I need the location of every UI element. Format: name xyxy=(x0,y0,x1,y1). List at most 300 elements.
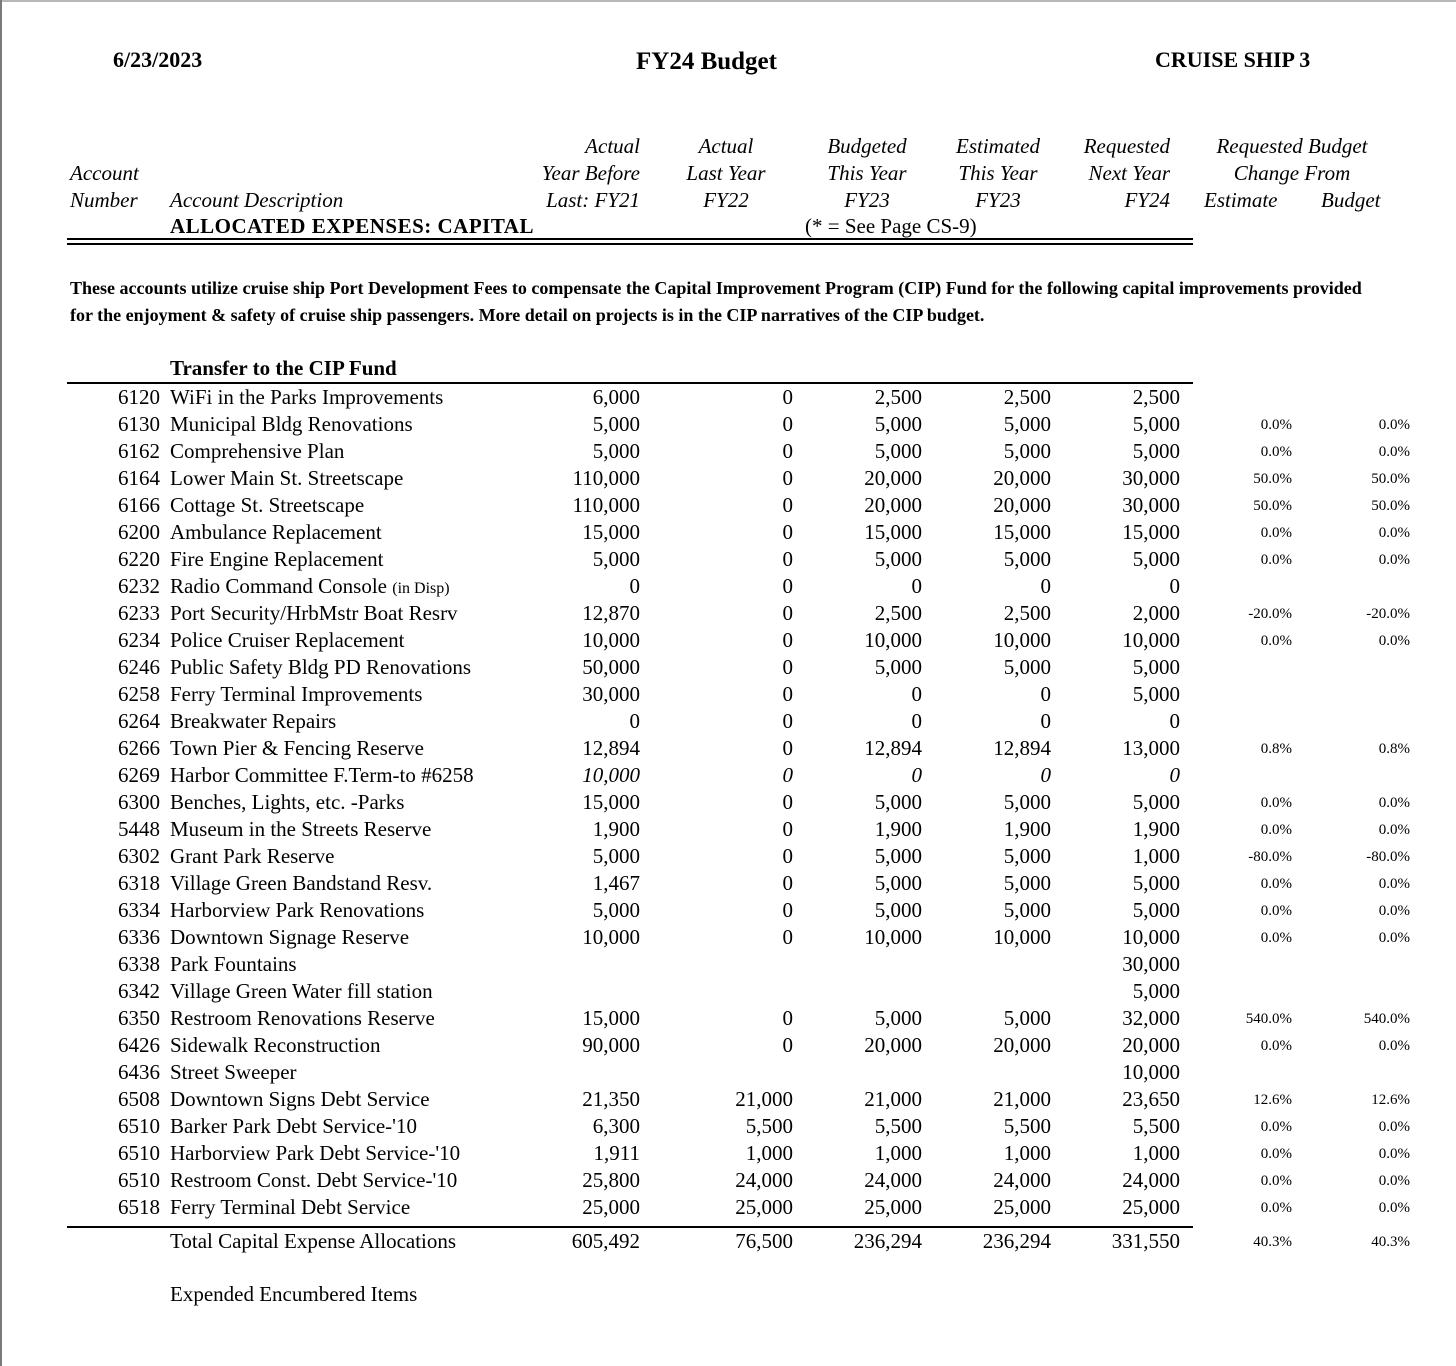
cell-requested-fy24: 15,000 xyxy=(1122,520,1180,544)
cell-budgeted-fy23: 5,000 xyxy=(874,1006,922,1030)
account-number: 6436 xyxy=(118,1060,160,1084)
cell-actual-fy22: 0 xyxy=(782,817,793,841)
table-row xyxy=(0,979,1456,1006)
cell-actual-fy21: 5,000 xyxy=(592,547,640,571)
cell-estimated-fy23: 25,000 xyxy=(993,1195,1051,1219)
cell-estimated-fy23: 5,000 xyxy=(1003,412,1051,436)
cell-actual-fy22: 0 xyxy=(782,574,793,598)
cell-change-budget: 0.0% xyxy=(1378,444,1410,460)
total-fy21: 605,492 xyxy=(571,1229,640,1253)
cell-actual-fy21: 110,000 xyxy=(572,493,640,517)
cell-actual-fy22: 0 xyxy=(782,1033,793,1057)
account-description xyxy=(170,412,413,437)
account-description xyxy=(170,736,424,761)
account-description-text: Comprehensive Plan xyxy=(170,439,345,463)
account-description-text: Barker Park Debt Service-'10 xyxy=(170,1114,417,1138)
account-description xyxy=(170,1168,457,1193)
cell-change-estimate: 50.0% xyxy=(1253,498,1292,514)
cell-estimated-fy23: 12,894 xyxy=(993,736,1051,760)
cell-actual-fy21: 90,000 xyxy=(582,1033,640,1057)
total-row xyxy=(0,1229,1456,1256)
table-row xyxy=(0,709,1456,736)
cell-actual-fy21: 5,000 xyxy=(592,439,640,463)
page-top-border xyxy=(0,0,1456,2)
cell-change-budget: 12.6% xyxy=(1371,1092,1410,1108)
cell-estimated-fy23: 15,000 xyxy=(993,520,1051,544)
account-number: 6426 xyxy=(118,1033,160,1057)
table-row xyxy=(0,628,1456,655)
table-row xyxy=(0,385,1456,412)
account-description-text: Ferry Terminal Improvements xyxy=(170,682,423,706)
cell-change-estimate: 0.0% xyxy=(1260,795,1292,811)
account-description xyxy=(170,628,404,653)
cell-requested-fy24: 30,000 xyxy=(1122,952,1180,976)
cell-requested-fy24: 5,000 xyxy=(1132,871,1180,895)
account-description xyxy=(170,439,344,464)
cell-change-budget: 0.0% xyxy=(1378,795,1410,811)
account-number: 6302 xyxy=(118,844,160,868)
cell-change-budget: 0.8% xyxy=(1378,741,1410,757)
cell-change-budget: -20.0% xyxy=(1366,606,1410,622)
header-requested-fy24: Requested Next Year FY24 xyxy=(1083,134,1170,212)
cell-actual-fy22: 0 xyxy=(782,763,793,787)
cell-change-estimate: 540.0% xyxy=(1245,1011,1292,1027)
cell-actual-fy21: 0 xyxy=(629,574,640,598)
cell-change-budget: 0.0% xyxy=(1378,552,1410,568)
cell-change-estimate: 0.0% xyxy=(1260,822,1292,838)
table-row xyxy=(0,520,1456,547)
table-row xyxy=(0,736,1456,763)
table-row xyxy=(0,547,1456,574)
cell-actual-fy22: 0 xyxy=(782,844,793,868)
cell-actual-fy21: 21,350 xyxy=(582,1087,640,1111)
cell-budgeted-fy23: 24,000 xyxy=(864,1168,922,1192)
account-description xyxy=(170,1087,430,1112)
cell-estimated-fy23: 5,000 xyxy=(1003,871,1051,895)
cell-budgeted-fy23: 20,000 xyxy=(864,1033,922,1057)
cell-change-budget: 0.0% xyxy=(1378,1119,1410,1135)
account-description xyxy=(170,898,424,923)
account-number: 6518 xyxy=(118,1195,160,1219)
cell-actual-fy22: 24,000 xyxy=(735,1168,793,1192)
account-number: 6166 xyxy=(118,493,160,517)
account-description xyxy=(170,1006,435,1031)
cell-estimated-fy23: 24,000 xyxy=(993,1168,1051,1192)
table-row xyxy=(0,601,1456,628)
cell-actual-fy21: 15,000 xyxy=(582,520,640,544)
cell-change-estimate: 0.0% xyxy=(1260,525,1292,541)
cell-actual-fy22: 0 xyxy=(782,871,793,895)
account-description-text: Park Fountains xyxy=(170,952,297,976)
cell-requested-fy24: 5,000 xyxy=(1132,898,1180,922)
cell-change-budget: 50.0% xyxy=(1371,471,1410,487)
cell-budgeted-fy23: 5,000 xyxy=(874,439,922,463)
account-description xyxy=(170,1141,460,1166)
cell-actual-fy21: 30,000 xyxy=(582,682,640,706)
cell-estimated-fy23: 1,000 xyxy=(1003,1141,1051,1165)
account-description-text: Harborview Park Renovations xyxy=(170,898,425,922)
header-estimated-fy23: Estimated This Year FY23 xyxy=(956,134,1040,212)
table-row xyxy=(0,1060,1456,1087)
cell-budgeted-fy23: 0 xyxy=(911,682,922,706)
cell-change-budget: 0.0% xyxy=(1378,1173,1410,1189)
cell-estimated-fy23: 10,000 xyxy=(993,628,1051,652)
cell-requested-fy24: 5,000 xyxy=(1132,979,1180,1003)
cell-budgeted-fy23: 15,000 xyxy=(864,520,922,544)
cell-change-estimate: 0.0% xyxy=(1260,633,1292,649)
cell-actual-fy21: 110,000 xyxy=(572,466,640,490)
cell-requested-fy24: 10,000 xyxy=(1122,628,1180,652)
account-number: 6318 xyxy=(118,871,160,895)
cell-actual-fy21: 50,000 xyxy=(582,655,640,679)
department-label: CRUISE SHIP 3 xyxy=(1155,47,1311,72)
cell-budgeted-fy23: 5,000 xyxy=(874,547,922,571)
account-description-text: Harborview Park Debt Service-'10 xyxy=(170,1141,461,1165)
cell-requested-fy24: 13,000 xyxy=(1122,736,1180,760)
header-budgeted-fy23: Budgeted This Year FY23 xyxy=(827,134,907,212)
cell-estimated-fy23: 5,000 xyxy=(1003,898,1051,922)
table-row xyxy=(0,871,1456,898)
cell-actual-fy22: 0 xyxy=(782,628,793,652)
account-description-text: Benches, Lights, etc. -Parks xyxy=(170,790,405,814)
account-number: 6120 xyxy=(118,385,160,409)
account-description-text: Street Sweeper xyxy=(170,1060,297,1084)
total-change-budget: 40.3% xyxy=(1371,1234,1410,1250)
total-fy22: 76,500 xyxy=(735,1229,793,1253)
account-description-text: Fire Engine Replacement xyxy=(170,547,384,571)
account-number: 6334 xyxy=(118,898,160,922)
cell-actual-fy21: 6,300 xyxy=(592,1114,640,1138)
cell-change-estimate: 0.0% xyxy=(1260,1173,1292,1189)
account-description xyxy=(170,466,403,491)
account-description-text: Sidewalk Reconstruction xyxy=(170,1033,381,1057)
cell-budgeted-fy23: 5,000 xyxy=(874,844,922,868)
account-description-text: Grant Park Reserve xyxy=(170,844,335,868)
cell-estimated-fy23: 5,000 xyxy=(1003,790,1051,814)
cell-requested-fy24: 5,000 xyxy=(1132,790,1180,814)
account-number: 6350 xyxy=(118,1006,160,1030)
header-account-number: Account Number xyxy=(70,161,139,212)
cell-change-estimate: 0.0% xyxy=(1260,930,1292,946)
account-number: 6342 xyxy=(118,979,160,1003)
header-change-budget: Budget xyxy=(1321,188,1381,212)
header-actual-fy22: Actual Last Year FY22 xyxy=(686,134,766,212)
cell-budgeted-fy23: 5,000 xyxy=(874,898,922,922)
table-row xyxy=(0,1087,1456,1114)
cell-change-estimate: 12.6% xyxy=(1253,1092,1292,1108)
total-rule xyxy=(67,1226,1193,1228)
cell-budgeted-fy23: 25,000 xyxy=(864,1195,922,1219)
cell-actual-fy22: 0 xyxy=(782,520,793,544)
cell-actual-fy21: 15,000 xyxy=(582,1006,640,1030)
cell-requested-fy24: 32,000 xyxy=(1122,1006,1180,1030)
account-description xyxy=(170,520,382,545)
account-description-text: Harbor Committee F.Term-to #6258 xyxy=(170,763,474,787)
account-number: 6246 xyxy=(118,655,160,679)
cell-actual-fy22: 0 xyxy=(782,655,793,679)
account-description-text: Cottage St. Streetscape xyxy=(170,493,365,517)
account-number: 5448 xyxy=(118,817,160,841)
cell-budgeted-fy23: 5,000 xyxy=(874,790,922,814)
cell-change-budget: 0.0% xyxy=(1378,525,1410,541)
table-row xyxy=(0,898,1456,925)
cell-requested-fy24: 5,500 xyxy=(1132,1114,1180,1138)
cell-actual-fy21: 15,000 xyxy=(582,790,640,814)
cell-change-estimate: 0.0% xyxy=(1260,417,1292,433)
cell-requested-fy24: 5,000 xyxy=(1132,412,1180,436)
cell-change-budget: -80.0% xyxy=(1366,849,1410,865)
cell-actual-fy21: 1,900 xyxy=(592,817,640,841)
account-description xyxy=(170,925,409,950)
cell-change-budget: 540.0% xyxy=(1363,1011,1410,1027)
cell-change-estimate: 0.0% xyxy=(1260,1038,1292,1054)
cell-change-budget: 0.0% xyxy=(1378,930,1410,946)
account-number: 6338 xyxy=(118,952,160,976)
account-description-text: Municipal Bldg Renovations xyxy=(170,412,413,436)
cell-actual-fy21: 10,000 xyxy=(582,763,640,787)
account-number: 6264 xyxy=(118,709,160,733)
cell-change-budget: 0.0% xyxy=(1378,633,1410,649)
table-row xyxy=(0,682,1456,709)
cell-actual-fy21: 1,467 xyxy=(592,871,640,895)
cell-estimated-fy23: 0 xyxy=(1040,574,1051,598)
account-number: 6258 xyxy=(118,682,160,706)
transfer-heading: Transfer to the CIP Fund xyxy=(170,356,397,380)
cell-change-budget: 0.0% xyxy=(1378,903,1410,919)
account-number: 6200 xyxy=(118,520,160,544)
section-title: ALLOCATED EXPENSES: CAPITAL xyxy=(170,214,534,238)
header-change: Requested Budget Change From xyxy=(1216,134,1368,185)
cell-budgeted-fy23: 5,000 xyxy=(874,871,922,895)
account-description xyxy=(170,709,336,734)
account-number: 6508 xyxy=(118,1087,160,1111)
account-description xyxy=(170,1195,410,1220)
cell-actual-fy21: 0 xyxy=(629,709,640,733)
cell-change-estimate: 0.0% xyxy=(1260,444,1292,460)
cell-actual-fy22: 21,000 xyxy=(735,1087,793,1111)
cell-actual-fy21: 6,000 xyxy=(592,385,640,409)
table-row xyxy=(0,1033,1456,1060)
cell-budgeted-fy23: 1,000 xyxy=(874,1141,922,1165)
account-description-text: Downtown Signs Debt Service xyxy=(170,1087,430,1111)
cell-requested-fy24: 1,900 xyxy=(1132,817,1180,841)
cell-budgeted-fy23: 1,900 xyxy=(874,817,922,841)
cell-requested-fy24: 25,000 xyxy=(1122,1195,1180,1219)
cell-requested-fy24: 20,000 xyxy=(1122,1033,1180,1057)
cell-actual-fy21: 25,800 xyxy=(582,1168,640,1192)
cell-estimated-fy23: 2,500 xyxy=(1003,385,1051,409)
account-number: 6269 xyxy=(118,763,160,787)
cell-actual-fy21: 5,000 xyxy=(592,898,640,922)
account-number: 6164 xyxy=(118,466,160,490)
account-description-text: Museum in the Streets Reserve xyxy=(170,817,432,841)
cell-budgeted-fy23: 0 xyxy=(911,574,922,598)
cell-estimated-fy23: 20,000 xyxy=(993,493,1051,517)
cell-actual-fy21: 1,911 xyxy=(593,1141,640,1165)
cell-budgeted-fy23: 5,000 xyxy=(874,655,922,679)
account-number: 6266 xyxy=(118,736,160,760)
account-number: 6336 xyxy=(118,925,160,949)
table-row xyxy=(0,439,1456,466)
account-description-text: Police Cruiser Replacement xyxy=(170,628,405,652)
cell-actual-fy21: 10,000 xyxy=(582,925,640,949)
account-description-text: Ambulance Replacement xyxy=(170,520,382,544)
cell-estimated-fy23: 5,000 xyxy=(1003,547,1051,571)
cell-budgeted-fy23: 0 xyxy=(911,763,922,787)
cell-requested-fy24: 10,000 xyxy=(1122,925,1180,949)
cell-change-budget: 0.0% xyxy=(1378,1038,1410,1054)
cell-estimated-fy23: 5,000 xyxy=(1003,844,1051,868)
cell-actual-fy22: 0 xyxy=(782,1006,793,1030)
account-description xyxy=(170,493,364,518)
cell-change-estimate: 50.0% xyxy=(1253,471,1292,487)
cell-actual-fy22: 25,000 xyxy=(735,1195,793,1219)
account-description xyxy=(170,763,474,788)
table-row xyxy=(0,952,1456,979)
cell-actual-fy21: 5,000 xyxy=(592,844,640,868)
report-date: 6/23/2023 xyxy=(113,47,203,72)
header-change-estimate: Estimate xyxy=(1204,188,1278,212)
table-row xyxy=(0,844,1456,871)
cell-requested-fy24: 30,000 xyxy=(1122,493,1180,517)
account-description xyxy=(170,655,471,680)
cell-estimated-fy23: 5,000 xyxy=(1003,1006,1051,1030)
cell-change-estimate: 0.0% xyxy=(1260,1200,1292,1216)
cell-change-estimate: 0.0% xyxy=(1260,552,1292,568)
header-rule-bottom xyxy=(67,243,1193,245)
cell-requested-fy24: 0 xyxy=(1169,574,1180,598)
cell-actual-fy22: 5,500 xyxy=(745,1114,793,1138)
account-description-text: Village Green Water fill station xyxy=(170,979,433,1003)
cell-actual-fy22: 0 xyxy=(782,439,793,463)
cell-budgeted-fy23: 2,500 xyxy=(874,601,922,625)
account-description-text: Radio Command Console xyxy=(170,574,387,598)
cell-budgeted-fy23: 20,000 xyxy=(864,493,922,517)
cell-change-estimate: 0.0% xyxy=(1260,1146,1292,1162)
account-number: 6162 xyxy=(118,439,160,463)
cell-actual-fy22: 0 xyxy=(782,736,793,760)
cell-change-estimate: -20.0% xyxy=(1248,606,1292,622)
account-description xyxy=(170,844,334,869)
cell-estimated-fy23: 2,500 xyxy=(1003,601,1051,625)
account-description-text: WiFi in the Parks Improvements xyxy=(170,385,444,409)
cell-budgeted-fy23: 20,000 xyxy=(864,466,922,490)
cell-change-budget: 0.0% xyxy=(1378,1200,1410,1216)
account-description-text: Ferry Terminal Debt Service xyxy=(170,1195,411,1219)
cell-actual-fy21: 12,870 xyxy=(582,601,640,625)
table-row xyxy=(0,1195,1456,1222)
account-number: 6234 xyxy=(118,628,160,652)
account-description xyxy=(170,574,450,599)
account-description-text: Public Safety Bldg PD Renovations xyxy=(170,655,471,679)
cell-actual-fy22: 0 xyxy=(782,682,793,706)
cell-budgeted-fy23: 2,500 xyxy=(874,385,922,409)
account-description xyxy=(170,1060,297,1085)
account-number: 6510 xyxy=(118,1168,160,1192)
cell-requested-fy24: 30,000 xyxy=(1122,466,1180,490)
total-label: Total Capital Expense Allocations xyxy=(170,1229,457,1253)
table-row xyxy=(0,466,1456,493)
cell-actual-fy21: 5,000 xyxy=(592,412,640,436)
cell-requested-fy24: 0 xyxy=(1169,709,1180,733)
table-row xyxy=(0,763,1456,790)
cell-estimated-fy23: 21,000 xyxy=(993,1087,1051,1111)
cell-requested-fy24: 2,500 xyxy=(1132,385,1180,409)
cell-estimated-fy23: 5,000 xyxy=(1003,439,1051,463)
table-row xyxy=(0,1114,1456,1141)
account-description xyxy=(170,385,443,410)
cell-requested-fy24: 5,000 xyxy=(1132,547,1180,571)
account-description xyxy=(170,1033,381,1058)
page-title: FY24 Budget xyxy=(636,48,777,75)
cell-requested-fy24: 0 xyxy=(1169,763,1180,787)
cell-change-budget: 0.0% xyxy=(1378,822,1410,838)
cell-actual-fy22: 0 xyxy=(782,493,793,517)
account-description xyxy=(170,1114,417,1139)
cell-actual-fy22: 0 xyxy=(782,412,793,436)
cell-budgeted-fy23: 12,894 xyxy=(864,736,922,760)
account-description-text: Restroom Const. Debt Service-'10 xyxy=(170,1168,458,1192)
cell-actual-fy22: 1,000 xyxy=(745,1141,793,1165)
cell-estimated-fy23: 10,000 xyxy=(993,925,1051,949)
header-account-description: Account Description xyxy=(170,188,344,212)
cell-budgeted-fy23: 10,000 xyxy=(864,628,922,652)
table-row xyxy=(0,412,1456,439)
cell-requested-fy24: 5,000 xyxy=(1132,655,1180,679)
account-description-text: Village Green Bandstand Resv. xyxy=(170,871,433,895)
header-rule-top xyxy=(67,238,1193,240)
cell-requested-fy24: 24,000 xyxy=(1122,1168,1180,1192)
cell-change-budget: 50.0% xyxy=(1371,498,1410,514)
cell-change-estimate: 0.0% xyxy=(1260,1119,1292,1135)
cell-estimated-fy23: 0 xyxy=(1040,709,1051,733)
table-row xyxy=(0,493,1456,520)
account-number: 6510 xyxy=(118,1114,160,1138)
table-row xyxy=(0,925,1456,952)
account-description-text: Breakwater Repairs xyxy=(170,709,337,733)
total-change-estimate: 40.3% xyxy=(1253,1234,1292,1250)
cell-requested-fy24: 23,650 xyxy=(1122,1087,1180,1111)
cell-actual-fy22: 0 xyxy=(782,385,793,409)
account-description xyxy=(170,817,431,842)
cell-budgeted-fy23: 5,500 xyxy=(874,1114,922,1138)
account-description xyxy=(170,601,458,626)
account-description xyxy=(170,547,383,572)
table-row xyxy=(0,1168,1456,1195)
account-number: 6232 xyxy=(118,574,160,598)
cell-actual-fy22: 0 xyxy=(782,790,793,814)
table-row xyxy=(0,574,1456,601)
cell-change-budget: 0.0% xyxy=(1378,876,1410,892)
cell-budgeted-fy23: 21,000 xyxy=(864,1087,922,1111)
table-row xyxy=(0,1141,1456,1168)
table-row xyxy=(0,1006,1456,1033)
cell-requested-fy24: 2,000 xyxy=(1132,601,1180,625)
account-description-text: Downtown Signage Reserve xyxy=(170,925,410,949)
account-note: (in Disp) xyxy=(392,580,450,597)
account-number: 6220 xyxy=(118,547,160,571)
cell-actual-fy22: 0 xyxy=(782,925,793,949)
cell-budgeted-fy23: 5,000 xyxy=(874,412,922,436)
account-description xyxy=(170,952,297,977)
account-description-text: Town Pier & Fencing Reserve xyxy=(170,736,424,760)
cell-actual-fy22: 0 xyxy=(782,466,793,490)
cell-actual-fy21: 25,000 xyxy=(582,1195,640,1219)
cell-budgeted-fy23: 0 xyxy=(911,709,922,733)
account-number: 6510 xyxy=(118,1141,160,1165)
cell-requested-fy24: 1,000 xyxy=(1132,844,1180,868)
cell-estimated-fy23: 20,000 xyxy=(993,1033,1051,1057)
